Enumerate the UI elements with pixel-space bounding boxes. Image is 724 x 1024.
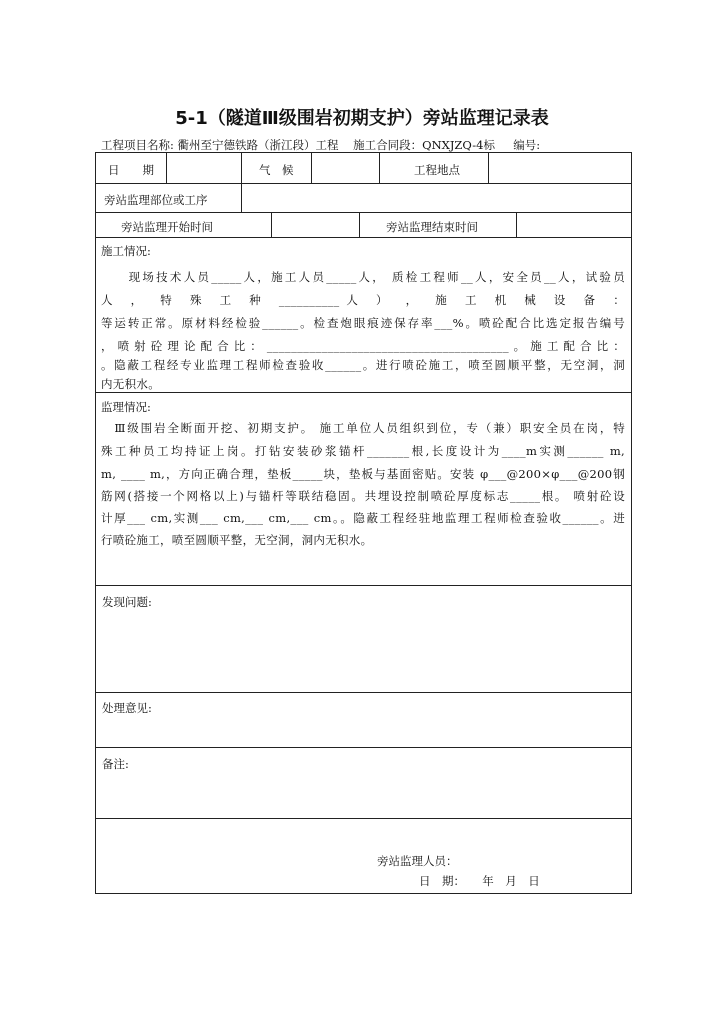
construction-label: 施工情况: [101, 244, 151, 258]
start-time-label: 旁站监理开始时间 [121, 220, 213, 234]
part-label: 旁站监理部位或工序 [104, 193, 208, 207]
part-field[interactable] [241, 184, 242, 212]
sign-date-label: 日 期： 年 月 日 [419, 874, 540, 888]
supervision-line: 筋网(搭接一个网格以上)与锚杆等联结稳固。共埋设控制喷砼厚度标志_____根。 喷射砼设 [101, 489, 625, 503]
weather-label: 气 候 [259, 163, 294, 177]
start-time-field[interactable] [271, 213, 272, 237]
date-label: 日 期 [108, 163, 154, 177]
opinion-label: 处理意见: [102, 701, 152, 715]
row-time [95, 212, 632, 238]
remarks-label: 备注: [102, 757, 129, 771]
opinion-section[interactable] [95, 692, 632, 748]
construction-line: ，喷射砼理论配合比：________________________________________。施工配合比： [101, 339, 625, 353]
construction-line: 现场技术人员_____人，施工人员_____人， 质检工程师__人，安全员__人，试验员 [101, 270, 625, 284]
issues-label: 发现问题: [102, 595, 152, 609]
construction-line: 。隐蔽工程经专业监理工程师检查验收______。进行喷砼施工，喷至圆顺平整，无空洞，洞 [101, 358, 625, 372]
divider [359, 213, 360, 237]
supervision-line: m, ____ m,，方向正确合理，垫板_____块，垫板与基面密贴。安装 φ___@200×φ___@200钢 [101, 467, 625, 481]
date-field[interactable] [166, 153, 167, 183]
construction-line: 等运转正常。原材料经检验______。检查炮眼痕迹保存率___%。喷砼配合比选定报告编号 [101, 316, 625, 330]
supervision-line: 殊工种员工均持证上岗。打钻安装砂浆锚杆_______根,长度设计为____m实测______ m, [101, 444, 625, 458]
supervision-label: 监理情况: [101, 400, 151, 414]
issues-section[interactable] [95, 585, 632, 693]
inspector-label: 旁站监理人员： [377, 854, 458, 868]
location-label: 工程地点 [414, 163, 460, 177]
row-part [95, 183, 632, 213]
end-time-field[interactable] [516, 213, 517, 237]
location-field[interactable] [488, 153, 489, 183]
remarks-section[interactable] [95, 747, 632, 819]
construction-line: 内无积水。 [101, 377, 160, 391]
end-time-label: 旁站监理结束时间 [386, 220, 478, 234]
weather-field[interactable] [311, 153, 312, 183]
signature-section [95, 818, 632, 894]
supervision-line: 行喷砼施工，喷至圆顺平整，无空洞，洞内无积水。 [101, 533, 373, 547]
project-info: 工程项目名称: 衢州至宁德铁路（浙江段）工程 施工合同段：QNXJZQ-4标 编号: [101, 138, 541, 152]
page-title: 5-1（隧道Ⅲ级围岩初期支护）旁站监理记录表 [175, 108, 549, 129]
row-date-weather [95, 152, 632, 184]
construction-line: 人 ， 特 殊 工 种 __________人 ） ， 施 工 机 械 设 备 ： [101, 293, 625, 307]
supervision-line: Ⅲ级围岩全断面开挖、初期支护。 施工单位人员组织到位，专（兼）职安全员在岗，特 [101, 421, 625, 435]
divider [241, 153, 242, 183]
supervision-line: 计厚___ cm,实测___ cm,___ cm,___ cm。。隐蔽工程经驻地监理工程师检查验收______。进 [101, 511, 625, 525]
divider [379, 153, 380, 183]
